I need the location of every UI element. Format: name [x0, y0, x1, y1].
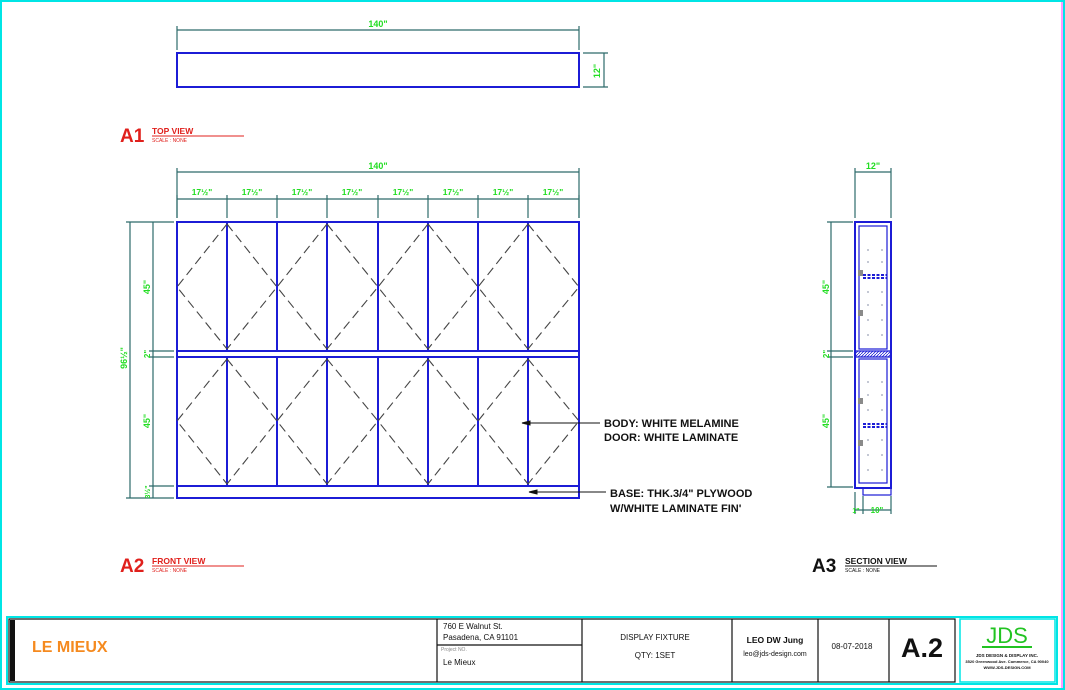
section-height-upper: 45" — [821, 279, 831, 295]
column-width-label: 17½" — [241, 187, 263, 197]
item-quantity: QTY: 1SET — [634, 651, 676, 660]
title-accent-bar — [10, 620, 15, 681]
note-leaders — [522, 421, 606, 494]
top-view-depth-label: 12" — [592, 63, 602, 79]
note-body-material: BODY: WHITE MELAMINE — [604, 418, 739, 430]
section-view-scale: SCALE : NONE — [845, 568, 881, 574]
title-block-frame — [7, 617, 1057, 684]
column-width-label: 17½" — [341, 187, 363, 197]
top-view — [120, 19, 608, 147]
column-width-label: 17½" — [392, 187, 414, 197]
column-width-label: 17½" — [492, 187, 514, 197]
section-divider-hatch — [855, 351, 891, 357]
top-view-width-dimension — [177, 26, 579, 50]
sheet-number: A.2 — [900, 633, 944, 663]
height-label-lower: 45" — [142, 413, 152, 429]
note-door-material: DOOR: WHITE LAMINATE — [604, 432, 739, 444]
sheet-border — [1, 1, 1064, 689]
section-width-label: 12" — [865, 161, 881, 171]
front-view-scale: SCALE : NONE — [152, 568, 188, 574]
project-no-label: Project NO. — [441, 647, 467, 653]
top-view-title: TOP VIEW — [152, 126, 194, 136]
front-view-cabinet — [177, 222, 579, 498]
title-block — [7, 617, 1057, 684]
front-view-overall-height-label: 96½" — [119, 347, 129, 369]
height-label-divider: 2" — [143, 349, 152, 359]
section-view-number: A3 — [812, 556, 837, 577]
drawing-date: 08-07-2018 — [831, 642, 873, 651]
company-address: 3520 Greenwood Ave. Commerce, CA 90040 — [965, 659, 1049, 664]
top-view-scale: SCALE : NONE — [152, 138, 188, 144]
section-height-divider: 2" — [822, 349, 831, 359]
client-name: Le Mieux — [443, 658, 476, 667]
note-base-material: BASE: THK.3/4" PLYWOOD — [610, 488, 753, 500]
note-base-finish: W/WHITE LAMINATE FIN' — [610, 503, 742, 515]
shelf-pin-holes — [867, 249, 883, 471]
front-view-column-dimension-chain — [177, 195, 579, 218]
project-name: LE MIEUX — [32, 639, 108, 656]
item-description: DISPLAY FIXTURE — [620, 633, 690, 642]
column-width-label: 17½" — [291, 187, 313, 197]
section-height-lower: 45" — [821, 413, 831, 429]
section-view-title: SECTION VIEW — [845, 556, 907, 566]
front-view-overall-width-label: 140" — [368, 161, 388, 171]
column-width-label: 17½" — [442, 187, 464, 197]
column-width-label: 17½" — [542, 187, 564, 197]
designer-email: leo@jds-design.com — [743, 651, 807, 658]
section-view — [812, 161, 937, 577]
height-label-upper: 45" — [142, 279, 152, 295]
front-view-number: A2 — [120, 556, 145, 577]
column-width-label: 17½" — [191, 187, 213, 197]
top-view-outline — [177, 53, 579, 87]
company-name: JDS DESIGN & DISPLAY INC. — [975, 653, 1039, 658]
front-view — [119, 161, 752, 577]
company-logo: JDS — [986, 623, 1028, 648]
top-view-number: A1 — [120, 126, 145, 147]
front-view-height-dimensions — [126, 222, 174, 498]
section-base-dim-small: 1" — [852, 508, 860, 515]
front-view-title: FRONT VIEW — [152, 556, 206, 566]
section-width-dimension — [855, 168, 891, 218]
company-website: WWW.JDS-DESIGN.COM — [983, 665, 1031, 670]
section-base-dim-large: 10" — [870, 506, 884, 515]
height-label-base: 3½" — [145, 485, 152, 499]
section-cabinet — [855, 222, 891, 495]
top-view-width-label: 140" — [368, 19, 388, 29]
address-line-2: Pasadena, CA 91101 — [443, 633, 519, 642]
address-line-1: 760 E Walnut St. — [443, 622, 503, 631]
designer-name: LEO DW Jung — [746, 635, 804, 645]
